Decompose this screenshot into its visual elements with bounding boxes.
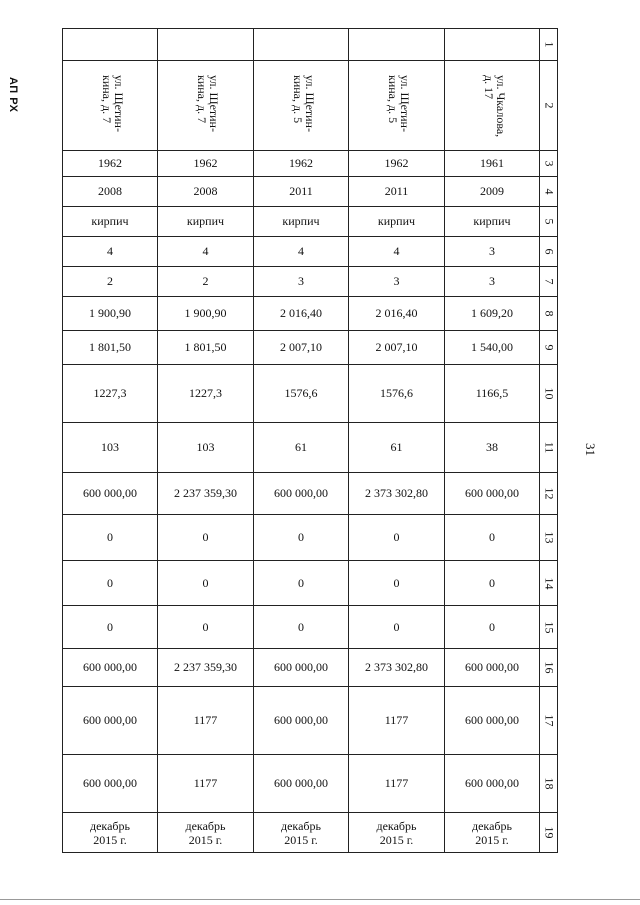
value-cell: 61 — [254, 423, 349, 473]
table-row — [63, 29, 558, 61]
value-cell: 1 540,00 — [445, 331, 540, 365]
table-row — [63, 423, 558, 473]
value-cell: 0 — [63, 606, 158, 649]
record-number-cell — [254, 29, 349, 61]
value-cell: декабрь 2015 г. — [349, 813, 445, 853]
column-number-cell: 3 — [540, 151, 558, 177]
value-cell: 600 000,00 — [63, 473, 158, 515]
value-cell: декабрь 2015 г. — [158, 813, 254, 853]
table-row — [63, 606, 558, 649]
value-cell: 600 000,00 — [63, 755, 158, 813]
value-cell: декабрь 2015 г. — [63, 813, 158, 853]
value-cell: 4 — [158, 237, 254, 267]
record-number-cell — [63, 29, 158, 61]
record-number-cell — [349, 29, 445, 61]
value-cell: 4 — [349, 237, 445, 267]
column-number-cell: 16 — [540, 649, 558, 687]
record-number-cell — [158, 29, 254, 61]
column-number-cell: 7 — [540, 267, 558, 297]
column-number-cell: 10 — [540, 365, 558, 423]
value-cell: 0 — [254, 515, 349, 561]
value-cell: 103 — [63, 423, 158, 473]
value-cell: 0 — [349, 606, 445, 649]
table-row — [63, 297, 558, 331]
address-cell: ул. Щетин- кина, д. 5 — [254, 61, 349, 151]
value-cell: 0 — [63, 515, 158, 561]
column-number-cell: 18 — [540, 755, 558, 813]
column-number-cell: 4 — [540, 177, 558, 207]
column-number-cell: 15 — [540, 606, 558, 649]
value-cell: 38 — [445, 423, 540, 473]
value-cell: 4 — [254, 237, 349, 267]
value-cell: 2 016,40 — [254, 297, 349, 331]
column-number-cell: 6 — [540, 237, 558, 267]
column-number-cell: 8 — [540, 297, 558, 331]
value-cell: 1962 — [158, 151, 254, 177]
value-cell: 0 — [349, 515, 445, 561]
value-cell: 0 — [349, 561, 445, 606]
value-cell: 0 — [254, 606, 349, 649]
value-cell: декабрь 2015 г. — [445, 813, 540, 853]
address-cell: ул. Щетин- кина, д. 7 — [63, 61, 158, 151]
table-row — [63, 177, 558, 207]
record-number-cell — [445, 29, 540, 61]
page-bottom-rule — [0, 899, 640, 900]
value-cell: 2 007,10 — [254, 331, 349, 365]
value-cell: 2 007,10 — [349, 331, 445, 365]
table-row — [63, 237, 558, 267]
value-cell: кирпич — [254, 207, 349, 237]
value-cell: 1576,6 — [349, 365, 445, 423]
column-number-cell: 5 — [540, 207, 558, 237]
table-row — [63, 151, 558, 177]
column-number-cell: 14 — [540, 561, 558, 606]
column-number-cell: 19 — [540, 813, 558, 853]
value-cell: 0 — [158, 561, 254, 606]
column-number-cell: 9 — [540, 331, 558, 365]
value-cell: 600 000,00 — [445, 755, 540, 813]
value-cell: 0 — [158, 606, 254, 649]
value-cell: 3 — [445, 237, 540, 267]
value-cell: 2009 — [445, 177, 540, 207]
value-cell: 600 000,00 — [254, 687, 349, 755]
column-number-cell: 2 — [540, 61, 558, 151]
address-cell: ул. Щетин- кина, д. 7 — [158, 61, 254, 151]
value-cell: 1166,5 — [445, 365, 540, 423]
table-row — [63, 515, 558, 561]
value-cell: 2 237 359,30 — [158, 473, 254, 515]
value-cell: 0 — [445, 606, 540, 649]
table-row — [63, 207, 558, 237]
address-cell: ул. Щетин- кина, д. 5 — [349, 61, 445, 151]
table-row — [63, 331, 558, 365]
value-cell: 2008 — [158, 177, 254, 207]
value-cell: 1 801,50 — [63, 331, 158, 365]
archive-stamp: АП РХ — [7, 77, 19, 113]
value-cell: 1177 — [158, 755, 254, 813]
table-row — [63, 687, 558, 755]
value-cell: 0 — [445, 561, 540, 606]
value-cell: декабрь 2015 г. — [254, 813, 349, 853]
value-cell: 1227,3 — [63, 365, 158, 423]
value-cell: кирпич — [158, 207, 254, 237]
value-cell: 3 — [349, 267, 445, 297]
value-cell: 1961 — [445, 151, 540, 177]
page-number: 31 — [583, 443, 598, 456]
value-cell: 600 000,00 — [445, 687, 540, 755]
table-row — [63, 61, 558, 151]
value-cell: 4 — [63, 237, 158, 267]
value-cell: 3 — [254, 267, 349, 297]
value-cell: кирпич — [445, 207, 540, 237]
table-row — [63, 365, 558, 423]
value-cell: кирпич — [63, 207, 158, 237]
value-cell: 3 — [445, 267, 540, 297]
value-cell: 1177 — [158, 687, 254, 755]
column-number-cell: 11 — [540, 423, 558, 473]
address-cell: ул. Чкалова, д. 17 — [445, 61, 540, 151]
value-cell: 61 — [349, 423, 445, 473]
value-cell: 1 900,90 — [63, 297, 158, 331]
value-cell: 600 000,00 — [254, 649, 349, 687]
table-row — [63, 473, 558, 515]
value-cell: 0 — [63, 561, 158, 606]
value-cell: 2 — [158, 267, 254, 297]
value-cell: 2011 — [349, 177, 445, 207]
value-cell: 1962 — [254, 151, 349, 177]
value-cell: 2008 — [63, 177, 158, 207]
value-cell: 600 000,00 — [63, 649, 158, 687]
value-cell: 1177 — [349, 755, 445, 813]
value-cell: 2 373 302,80 — [349, 473, 445, 515]
value-cell: 2011 — [254, 177, 349, 207]
column-number-cell: 13 — [540, 515, 558, 561]
value-cell: 1 609,20 — [445, 297, 540, 331]
table-row — [63, 813, 558, 853]
column-number-cell: 1 — [540, 29, 558, 61]
value-cell: 600 000,00 — [254, 755, 349, 813]
value-cell: 0 — [445, 515, 540, 561]
value-cell: 1576,6 — [254, 365, 349, 423]
value-cell: 600 000,00 — [445, 649, 540, 687]
column-number-cell: 12 — [540, 473, 558, 515]
value-cell: 1177 — [349, 687, 445, 755]
table-row — [63, 561, 558, 606]
value-cell: 2 — [63, 267, 158, 297]
value-cell: 1962 — [349, 151, 445, 177]
value-cell: 0 — [254, 561, 349, 606]
value-cell: 2 237 359,30 — [158, 649, 254, 687]
column-number-cell: 17 — [540, 687, 558, 755]
value-cell: кирпич — [349, 207, 445, 237]
value-cell: 0 — [158, 515, 254, 561]
table-row — [63, 649, 558, 687]
value-cell: 600 000,00 — [254, 473, 349, 515]
value-cell: 1227,3 — [158, 365, 254, 423]
value-cell: 2 373 302,80 — [349, 649, 445, 687]
value-cell: 2 016,40 — [349, 297, 445, 331]
value-cell: 1 900,90 — [158, 297, 254, 331]
table-row — [63, 267, 558, 297]
value-cell: 600 000,00 — [445, 473, 540, 515]
value-cell: 1 801,50 — [158, 331, 254, 365]
table-row — [63, 755, 558, 813]
value-cell: 600 000,00 — [63, 687, 158, 755]
value-cell: 103 — [158, 423, 254, 473]
housing-register-table — [62, 28, 558, 853]
value-cell: 1962 — [63, 151, 158, 177]
